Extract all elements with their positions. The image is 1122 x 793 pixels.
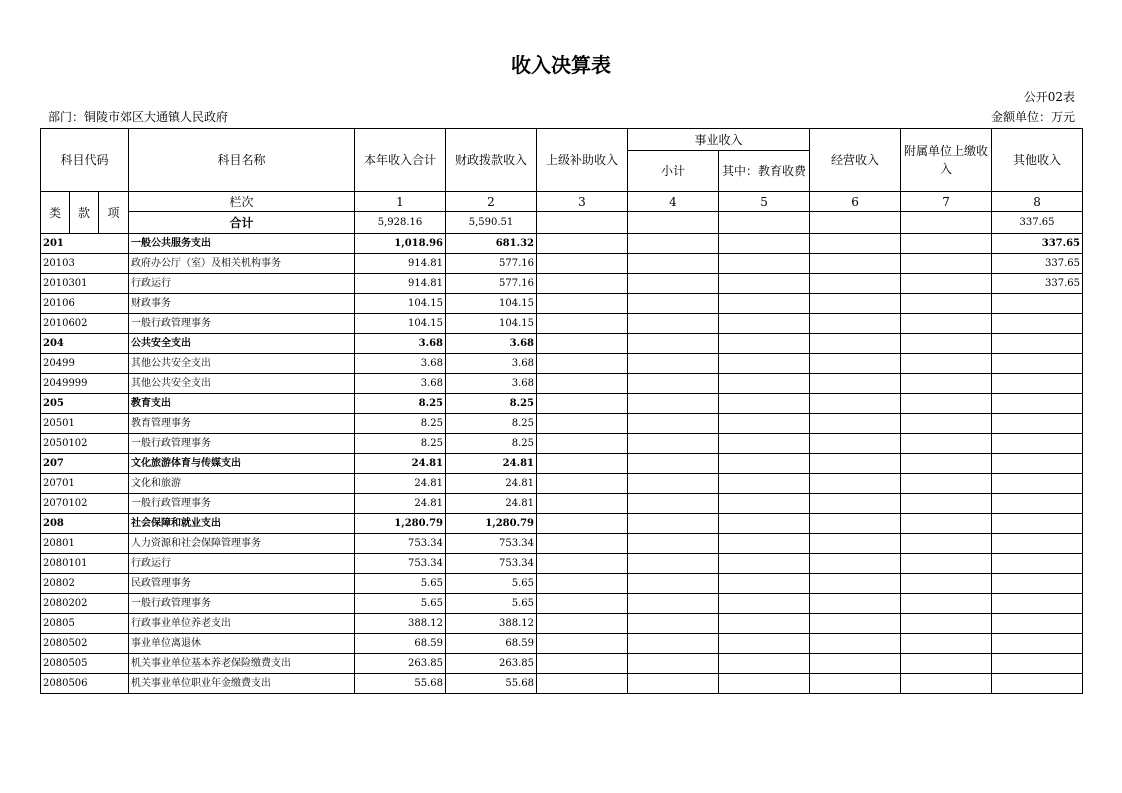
col-num: 1 (355, 192, 446, 212)
row-fiscal: 8.25 (446, 434, 537, 454)
row-operating (810, 334, 901, 354)
row-code: 20106 (41, 294, 129, 314)
row-code: 20802 (41, 574, 129, 594)
row-education (719, 274, 810, 294)
row-code: 20499 (41, 354, 129, 374)
row-name: 其他公共安全支出 (129, 354, 355, 374)
row-education (719, 534, 810, 554)
row-affiliate (901, 634, 992, 654)
row-affiliate (901, 654, 992, 674)
row-other (992, 294, 1083, 314)
row-total: 24.81 (355, 454, 446, 474)
row-total: 55.68 (355, 674, 446, 694)
row-superior (537, 514, 628, 534)
row-operating (810, 234, 901, 254)
table-row (41, 554, 1083, 574)
row-superior (537, 254, 628, 274)
row-fiscal: 3.68 (446, 334, 537, 354)
row-code: 2080101 (41, 554, 129, 574)
row-subtotal (628, 474, 719, 494)
row-other (992, 534, 1083, 554)
row-total: 104.15 (355, 294, 446, 314)
table-row (41, 454, 1083, 474)
row-code: 20801 (41, 534, 129, 554)
row-subtotal (628, 634, 719, 654)
row-total: 24.81 (355, 474, 446, 494)
row-subtotal (628, 614, 719, 634)
row-superior (537, 294, 628, 314)
row-total: 8.25 (355, 414, 446, 434)
row-fiscal: 24.81 (446, 494, 537, 514)
row-total: 5.65 (355, 594, 446, 614)
row-code: 20805 (41, 614, 129, 634)
row-subtotal (628, 374, 719, 394)
total-row-superior (537, 212, 628, 234)
row-name: 事业单位离退休 (129, 634, 355, 654)
row-affiliate (901, 314, 992, 334)
row-name: 一般行政管理事务 (129, 594, 355, 614)
header-business-income: 事业收入 (628, 129, 810, 151)
row-other (992, 314, 1083, 334)
row-other: 337.65 (992, 254, 1083, 274)
row-superior (537, 674, 628, 694)
row-total: 914.81 (355, 274, 446, 294)
total-row-subtotal (628, 212, 719, 234)
row-other (992, 514, 1083, 534)
table-row (41, 474, 1083, 494)
row-code: 20701 (41, 474, 129, 494)
row-code: 207 (41, 454, 129, 474)
row-education (719, 334, 810, 354)
row-fiscal: 24.81 (446, 474, 537, 494)
table-row (41, 294, 1083, 314)
row-education (719, 374, 810, 394)
row-subtotal (628, 574, 719, 594)
row-subtotal (628, 654, 719, 674)
row-other (992, 394, 1083, 414)
row-superior (537, 234, 628, 254)
table-row (41, 254, 1083, 274)
row-code: 2080502 (41, 634, 129, 654)
row-subtotal (628, 414, 719, 434)
row-affiliate (901, 514, 992, 534)
header-xiang: 项 (99, 192, 129, 234)
row-education (719, 354, 810, 374)
total-row-other: 337.65 (992, 212, 1083, 234)
header-operating-income: 经营收入 (810, 129, 901, 192)
row-superior (537, 474, 628, 494)
row-subtotal (628, 314, 719, 334)
row-superior (537, 314, 628, 334)
income-table (40, 128, 1083, 694)
table-row (41, 654, 1083, 674)
row-other (992, 634, 1083, 654)
row-fiscal: 5.65 (446, 594, 537, 614)
row-other (992, 574, 1083, 594)
row-total: 24.81 (355, 494, 446, 514)
row-operating (810, 654, 901, 674)
row-superior (537, 594, 628, 614)
row-affiliate (901, 574, 992, 594)
row-code: 2080505 (41, 654, 129, 674)
row-operating (810, 454, 901, 474)
row-code: 20501 (41, 414, 129, 434)
row-total: 8.25 (355, 434, 446, 454)
row-total: 68.59 (355, 634, 446, 654)
table-row (41, 674, 1083, 694)
total-row-label: 合计 (129, 212, 355, 234)
row-operating (810, 314, 901, 334)
row-name: 文化旅游体育与传媒支出 (129, 454, 355, 474)
row-total: 753.34 (355, 534, 446, 554)
row-superior (537, 634, 628, 654)
table-row (41, 234, 1083, 254)
row-superior (537, 554, 628, 574)
row-education (719, 514, 810, 534)
row-fiscal: 104.15 (446, 314, 537, 334)
row-name: 行政运行 (129, 274, 355, 294)
row-total: 914.81 (355, 254, 446, 274)
row-other: 337.65 (992, 234, 1083, 254)
total-row-affiliate (901, 212, 992, 234)
row-code: 2080506 (41, 674, 129, 694)
header-column-order: 栏次 (129, 192, 355, 212)
table-row (41, 574, 1083, 594)
row-education (719, 674, 810, 694)
row-affiliate (901, 554, 992, 574)
row-operating (810, 634, 901, 654)
row-superior (537, 454, 628, 474)
table-row (41, 634, 1083, 654)
row-other (992, 554, 1083, 574)
header-total-income: 本年收入合计 (355, 129, 446, 192)
col-num: 8 (992, 192, 1083, 212)
table-row (41, 514, 1083, 534)
row-total: 3.68 (355, 354, 446, 374)
row-other (992, 494, 1083, 514)
row-affiliate (901, 674, 992, 694)
row-total: 104.15 (355, 314, 446, 334)
row-affiliate (901, 454, 992, 474)
header-superior-subsidy: 上级补助收入 (537, 129, 628, 192)
row-name: 教育支出 (129, 394, 355, 414)
row-name: 政府办公厅（室）及相关机构事务 (129, 254, 355, 274)
row-code: 204 (41, 334, 129, 354)
row-total: 388.12 (355, 614, 446, 634)
row-code: 201 (41, 234, 129, 254)
row-operating (810, 354, 901, 374)
col-num: 3 (537, 192, 628, 212)
row-code: 2050102 (41, 434, 129, 454)
table-row (41, 314, 1083, 334)
row-code: 20103 (41, 254, 129, 274)
row-fiscal: 24.81 (446, 454, 537, 474)
table-row (41, 354, 1083, 374)
row-code: 2010301 (41, 274, 129, 294)
row-subtotal (628, 294, 719, 314)
col-num: 7 (901, 192, 992, 212)
row-affiliate (901, 614, 992, 634)
total-row-operating (810, 212, 901, 234)
row-name: 文化和旅游 (129, 474, 355, 494)
row-name: 一般行政管理事务 (129, 434, 355, 454)
row-code: 2070102 (41, 494, 129, 514)
row-other (992, 354, 1083, 374)
row-affiliate (901, 374, 992, 394)
row-education (719, 634, 810, 654)
table-row (41, 434, 1083, 454)
row-other: 337.65 (992, 274, 1083, 294)
row-superior (537, 374, 628, 394)
row-code: 208 (41, 514, 129, 534)
table-row (41, 274, 1083, 294)
col-num: 6 (810, 192, 901, 212)
row-fiscal: 104.15 (446, 294, 537, 314)
row-education (719, 554, 810, 574)
row-subtotal (628, 554, 719, 574)
row-name: 人力资源和社会保障管理事务 (129, 534, 355, 554)
department-label: 部门：铜陵市郊区大通镇人民政府 (48, 110, 229, 124)
table-row (41, 374, 1083, 394)
row-other (992, 414, 1083, 434)
row-name: 教育管理事务 (129, 414, 355, 434)
row-affiliate (901, 594, 992, 614)
row-name: 一般行政管理事务 (129, 314, 355, 334)
row-fiscal: 1,280.79 (446, 514, 537, 534)
total-row-education (719, 212, 810, 234)
row-other (992, 334, 1083, 354)
row-superior (537, 394, 628, 414)
row-superior (537, 654, 628, 674)
row-name: 机关事业单位职业年金缴费支出 (129, 674, 355, 694)
row-total: 753.34 (355, 554, 446, 574)
row-code: 2080202 (41, 594, 129, 614)
row-operating (810, 554, 901, 574)
row-other (992, 594, 1083, 614)
row-other (992, 674, 1083, 694)
header-other-income: 其他收入 (992, 129, 1083, 192)
row-name: 机关事业单位基本养老保险缴费支出 (129, 654, 355, 674)
row-name: 行政事业单位养老支出 (129, 614, 355, 634)
table-row (41, 614, 1083, 634)
row-operating (810, 674, 901, 694)
amount-unit-label: 金额单位：万元 (990, 110, 1075, 124)
row-total: 3.68 (355, 374, 446, 394)
table-row (41, 394, 1083, 414)
row-affiliate (901, 494, 992, 514)
row-affiliate (901, 254, 992, 274)
row-education (719, 594, 810, 614)
header-lei: 类 (41, 192, 70, 234)
row-education (719, 254, 810, 274)
row-fiscal: 5.65 (446, 574, 537, 594)
row-operating (810, 574, 901, 594)
table-row (41, 334, 1083, 354)
row-other (992, 654, 1083, 674)
row-affiliate (901, 354, 992, 374)
row-total: 1,018.96 (355, 234, 446, 254)
header-subject-code: 科目代码 (41, 129, 129, 192)
col-num: 2 (446, 192, 537, 212)
header-education-fee: 其中：教育收费 (719, 151, 810, 192)
row-education (719, 414, 810, 434)
row-superior (537, 574, 628, 594)
row-subtotal (628, 674, 719, 694)
row-other (992, 374, 1083, 394)
row-superior (537, 414, 628, 434)
row-education (719, 234, 810, 254)
row-operating (810, 254, 901, 274)
row-other (992, 454, 1083, 474)
row-fiscal: 3.68 (446, 354, 537, 374)
row-subtotal (628, 274, 719, 294)
row-name: 公共安全支出 (129, 334, 355, 354)
row-subtotal (628, 334, 719, 354)
header-fiscal-allocation: 财政拨款收入 (446, 129, 537, 192)
row-education (719, 474, 810, 494)
row-subtotal (628, 594, 719, 614)
row-other (992, 434, 1083, 454)
row-superior (537, 434, 628, 454)
row-name: 一般公共服务支出 (129, 234, 355, 254)
row-operating (810, 414, 901, 434)
row-operating (810, 514, 901, 534)
row-affiliate (901, 294, 992, 314)
row-superior (537, 354, 628, 374)
row-subtotal (628, 454, 719, 474)
row-superior (537, 494, 628, 514)
col-num: 4 (628, 192, 719, 212)
row-superior (537, 534, 628, 554)
row-subtotal (628, 254, 719, 274)
row-total: 8.25 (355, 394, 446, 414)
row-subtotal (628, 434, 719, 454)
form-id: 公开02表 (1023, 90, 1075, 104)
row-education (719, 434, 810, 454)
row-education (719, 394, 810, 414)
row-name: 一般行政管理事务 (129, 494, 355, 514)
row-education (719, 614, 810, 634)
row-name: 民政管理事务 (129, 574, 355, 594)
row-affiliate (901, 394, 992, 414)
row-affiliate (901, 414, 992, 434)
row-name: 其他公共安全支出 (129, 374, 355, 394)
row-affiliate (901, 434, 992, 454)
row-code: 2010602 (41, 314, 129, 334)
row-fiscal: 3.68 (446, 374, 537, 394)
header-subtotal: 小计 (628, 151, 719, 192)
row-operating (810, 294, 901, 314)
row-operating (810, 534, 901, 554)
row-operating (810, 494, 901, 514)
row-name: 行政运行 (129, 554, 355, 574)
row-education (719, 494, 810, 514)
row-code: 2049999 (41, 374, 129, 394)
table-row (41, 494, 1083, 514)
row-fiscal: 681.32 (446, 234, 537, 254)
row-total: 1,280.79 (355, 514, 446, 534)
total-row-fiscal: 5,590.51 (446, 212, 537, 234)
row-affiliate (901, 534, 992, 554)
row-subtotal (628, 514, 719, 534)
row-affiliate (901, 334, 992, 354)
row-education (719, 654, 810, 674)
table-row (41, 534, 1083, 554)
row-other (992, 474, 1083, 494)
row-fiscal: 388.12 (446, 614, 537, 634)
row-education (719, 574, 810, 594)
row-total: 263.85 (355, 654, 446, 674)
row-other (992, 614, 1083, 634)
row-subtotal (628, 354, 719, 374)
row-operating (810, 274, 901, 294)
row-name: 社会保障和就业支出 (129, 514, 355, 534)
row-operating (810, 614, 901, 634)
row-education (719, 294, 810, 314)
row-fiscal: 8.25 (446, 414, 537, 434)
row-superior (537, 614, 628, 634)
table-row (41, 594, 1083, 614)
row-fiscal: 577.16 (446, 274, 537, 294)
row-fiscal: 753.34 (446, 534, 537, 554)
row-name: 财政事务 (129, 294, 355, 314)
row-total: 3.68 (355, 334, 446, 354)
row-fiscal: 8.25 (446, 394, 537, 414)
row-superior (537, 274, 628, 294)
table-row (41, 414, 1083, 434)
row-operating (810, 394, 901, 414)
header-subject-name: 科目名称 (129, 129, 355, 192)
row-affiliate (901, 234, 992, 254)
row-subtotal (628, 494, 719, 514)
row-fiscal: 55.68 (446, 674, 537, 694)
row-superior (537, 334, 628, 354)
row-operating (810, 594, 901, 614)
row-affiliate (901, 274, 992, 294)
row-code: 205 (41, 394, 129, 414)
header-affiliate-income: 附属单位上缴收入 (901, 129, 992, 192)
row-education (719, 454, 810, 474)
header-kuan: 款 (70, 192, 99, 234)
row-fiscal: 68.59 (446, 634, 537, 654)
row-subtotal (628, 534, 719, 554)
page-title: 收入决算表 (511, 53, 611, 77)
col-num: 5 (719, 192, 810, 212)
row-subtotal (628, 234, 719, 254)
row-subtotal (628, 394, 719, 414)
row-total: 5.65 (355, 574, 446, 594)
row-operating (810, 474, 901, 494)
row-fiscal: 577.16 (446, 254, 537, 274)
row-operating (810, 434, 901, 454)
row-fiscal: 263.85 (446, 654, 537, 674)
row-operating (810, 374, 901, 394)
row-education (719, 314, 810, 334)
row-fiscal: 753.34 (446, 554, 537, 574)
row-affiliate (901, 474, 992, 494)
total-row-total: 5,928.16 (355, 212, 446, 234)
